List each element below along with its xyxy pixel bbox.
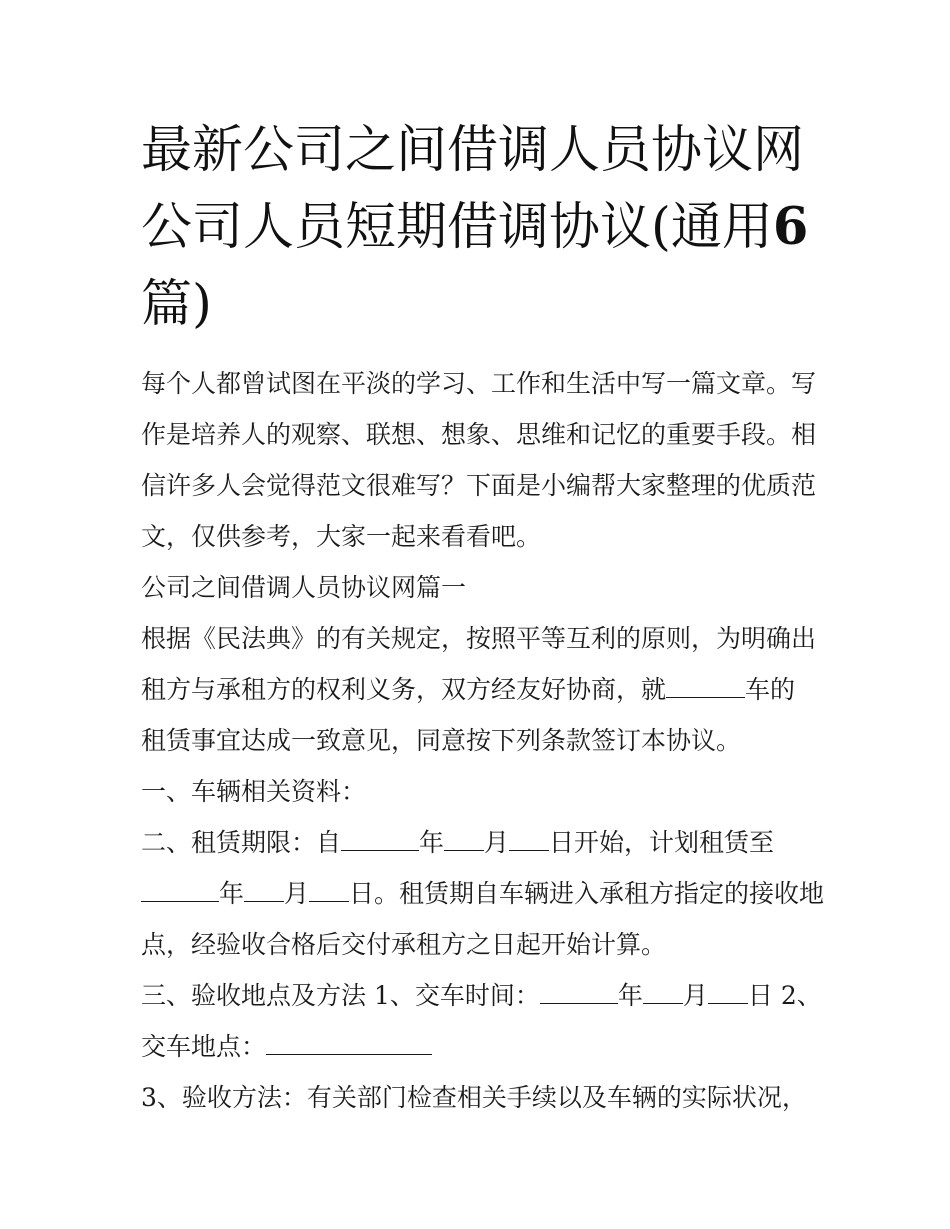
intro-line-1: 每个人都曾试图在平淡的学习、工作和生活中写一篇文章。写	[141, 369, 817, 398]
blank-end-year	[141, 879, 219, 902]
paragraph-1-line-2-text-b: 车的	[745, 675, 796, 704]
intro-line-3: 信许多人会觉得范文很难写？下面是小编帮大家整理的优质范	[141, 471, 817, 500]
clause-2-line-1	[141, 817, 821, 868]
blank-end-day	[309, 879, 349, 902]
document-title	[141, 112, 821, 343]
clause-2-text-e: 年	[219, 879, 245, 908]
clause-2-text-b: 年	[419, 828, 445, 857]
blank-delivery-year	[540, 981, 618, 1004]
clause-2-text-c: 月	[484, 828, 510, 857]
section-heading: 公司之间借调人员协议网篇一	[141, 573, 467, 602]
clause-3-text-b: 年	[617, 981, 643, 1010]
clause-3-line-2	[141, 1021, 821, 1072]
paragraph-1-line-3: 租赁事宜达成一致意见，同意按下列条款签订本协议。	[141, 726, 742, 755]
clause-2-line-3: 点，经验收合格后交付承租方之日起开始计算。	[141, 930, 667, 959]
clause-3-line-3: 3、验收方法：有关部门检查相关手续以及车辆的实际状况，	[141, 1083, 807, 1112]
clause-3-text-c: 月	[682, 981, 708, 1010]
title-line-2	[141, 189, 821, 266]
title-line-1: 最新公司之间借调人员协议网	[141, 121, 805, 180]
title-line-2-text: 公司人员短期借调协议(通用	[141, 198, 773, 257]
blank-delivery-location	[266, 1032, 432, 1055]
intro-line-2: 作是培养人的观察、联想、想象、思维和记忆的重要手段。相	[141, 420, 817, 449]
clause-2-line-2	[141, 868, 825, 919]
blank-start-month	[444, 828, 484, 851]
clause-3-text-a: 三、验收地点及方法 1、交车时间：	[141, 981, 540, 1010]
clause-2-text-d: 日开始，计划租赁至	[549, 828, 775, 857]
clause-2-text-g: 日。租赁期自车辆进入承租方指定的接收地	[349, 879, 825, 908]
clause-3-text-d: 日 2、	[747, 981, 822, 1010]
paragraph-1-line-2-text-a: 租方与承租方的权利义务，双方经友好协商，就	[141, 675, 667, 704]
document-body	[141, 358, 825, 1123]
blank-start-day	[509, 828, 549, 851]
blank-end-month	[244, 879, 284, 902]
blank-vehicle	[666, 675, 745, 698]
clause-3-text-e: 交车地点：	[141, 1032, 267, 1061]
blank-start-year	[341, 828, 419, 851]
paragraph-1-line-2	[141, 664, 821, 715]
clause-3-line-1	[141, 970, 821, 1021]
blank-delivery-month	[643, 981, 683, 1004]
title-line-3: 篇)	[141, 275, 212, 334]
clause-1: 一、车辆相关资料：	[141, 777, 367, 806]
intro-line-4: 文，仅供参考，大家一起来看看吧。	[141, 522, 542, 551]
clause-2-text-f: 月	[284, 879, 310, 908]
paragraph-1-line-1: 根据《民法典》的有关规定，按照平等互利的原则，为明确出	[141, 624, 817, 653]
clause-2-text-a: 二、租赁期限：自	[141, 828, 342, 857]
title-line-2-number: 6	[772, 197, 809, 257]
blank-delivery-day	[708, 981, 748, 1004]
